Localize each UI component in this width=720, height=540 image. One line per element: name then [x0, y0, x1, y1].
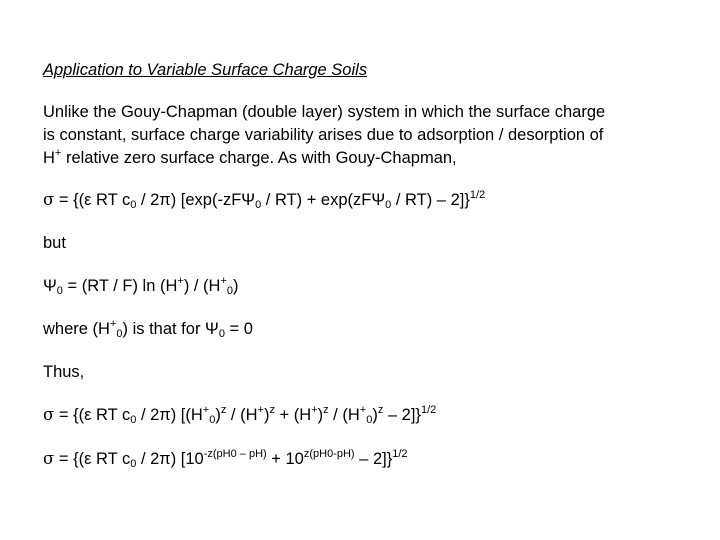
text-where [43, 318, 253, 340]
eq-part: Ψ [43, 277, 57, 295]
superscript: 1/2 [392, 448, 408, 460]
superscript: 1/2 [469, 189, 486, 201]
subscript: 0 [130, 458, 137, 470]
paragraph-line-2: is constant, surface charge variability arises due to adsorption / desorption of [43, 126, 604, 144]
subscript: 0 [255, 199, 262, 211]
sigma-symbol: σ [43, 190, 55, 209]
paragraph-line-3 [43, 147, 457, 169]
subscript: 0 [385, 199, 392, 211]
eq-part: / (H [328, 406, 360, 424]
subscript: 0 [366, 414, 373, 426]
equation-psi0 [43, 275, 239, 297]
superscript: z [269, 404, 275, 416]
superscript: + [359, 404, 367, 416]
eq-part: ) [317, 406, 324, 424]
superscript: 1/2 [420, 404, 437, 416]
eq-part: / RT) + exp(zFΨ [261, 191, 386, 209]
superscript: + [311, 404, 318, 416]
paragraph-line-1: Unlike the Gouy-Chapman (double layer) system in which the surface charge [43, 103, 606, 121]
sigma-symbol: σ [43, 449, 55, 468]
superscript: + [202, 404, 210, 416]
eq-part: / RT) – 2]} [391, 191, 470, 209]
subscript: 0 [130, 199, 137, 211]
superscript: z [377, 404, 384, 416]
subscript: 0 [56, 285, 63, 297]
superscript: + [257, 404, 264, 416]
eq-part: = {(ε RT c [54, 191, 131, 209]
eq-part: = 0 [224, 320, 253, 338]
superscript: z [323, 404, 329, 416]
equation-sigma-ph [43, 448, 408, 470]
eq-part: ) [372, 406, 378, 424]
superscript: + [109, 318, 117, 330]
subscript: 0 [218, 328, 225, 340]
text-thus: Thus, [43, 363, 85, 381]
eq-part: + (H [274, 406, 312, 424]
subscript: 0 [116, 328, 123, 340]
eq-part: = {(ε RT c [54, 406, 131, 424]
eq-part: ) / (H [183, 277, 221, 295]
slide-title: Application to Variable Surface Charge Soils [43, 61, 368, 79]
eq-part: = (RT / F) ln (H [62, 277, 178, 295]
eq-part: where (H [43, 320, 110, 338]
eq-part: + 10 [266, 450, 304, 468]
subscript: 0 [226, 285, 234, 297]
superscript-plus: + [54, 147, 62, 159]
superscript: z [220, 404, 227, 416]
superscript: z(pH0-pH) [303, 448, 355, 460]
superscript: -z(pH0 – pH) [203, 448, 267, 460]
text-but: but [43, 234, 66, 252]
eq-part: ) is that for Ψ [122, 320, 219, 338]
eq-part: ) [233, 277, 239, 295]
subscript: 0 [209, 414, 216, 426]
sigma-symbol: σ [43, 405, 55, 424]
text-h: H [43, 149, 55, 167]
subscript: 0 [130, 414, 137, 426]
equation-sigma-gouy-chapman [43, 189, 485, 211]
eq-part: / 2π) [10 [136, 450, 204, 468]
eq-part: – 2]} [354, 450, 393, 468]
eq-part: / 2π) [exp(-zFΨ [136, 191, 256, 209]
eq-part: = {(ε RT c [54, 450, 131, 468]
eq-part: ) [263, 406, 270, 424]
eq-part: – 2]} [383, 406, 421, 424]
superscript: + [177, 275, 184, 287]
text-rest: relative zero surface charge. As with Gouy-Chapman, [61, 149, 457, 167]
equation-sigma-hplus [43, 404, 436, 426]
eq-part: ) [215, 406, 221, 424]
eq-part: / (H [226, 406, 258, 424]
eq-part: / 2π) [(H [136, 406, 203, 424]
superscript: + [220, 275, 227, 287]
